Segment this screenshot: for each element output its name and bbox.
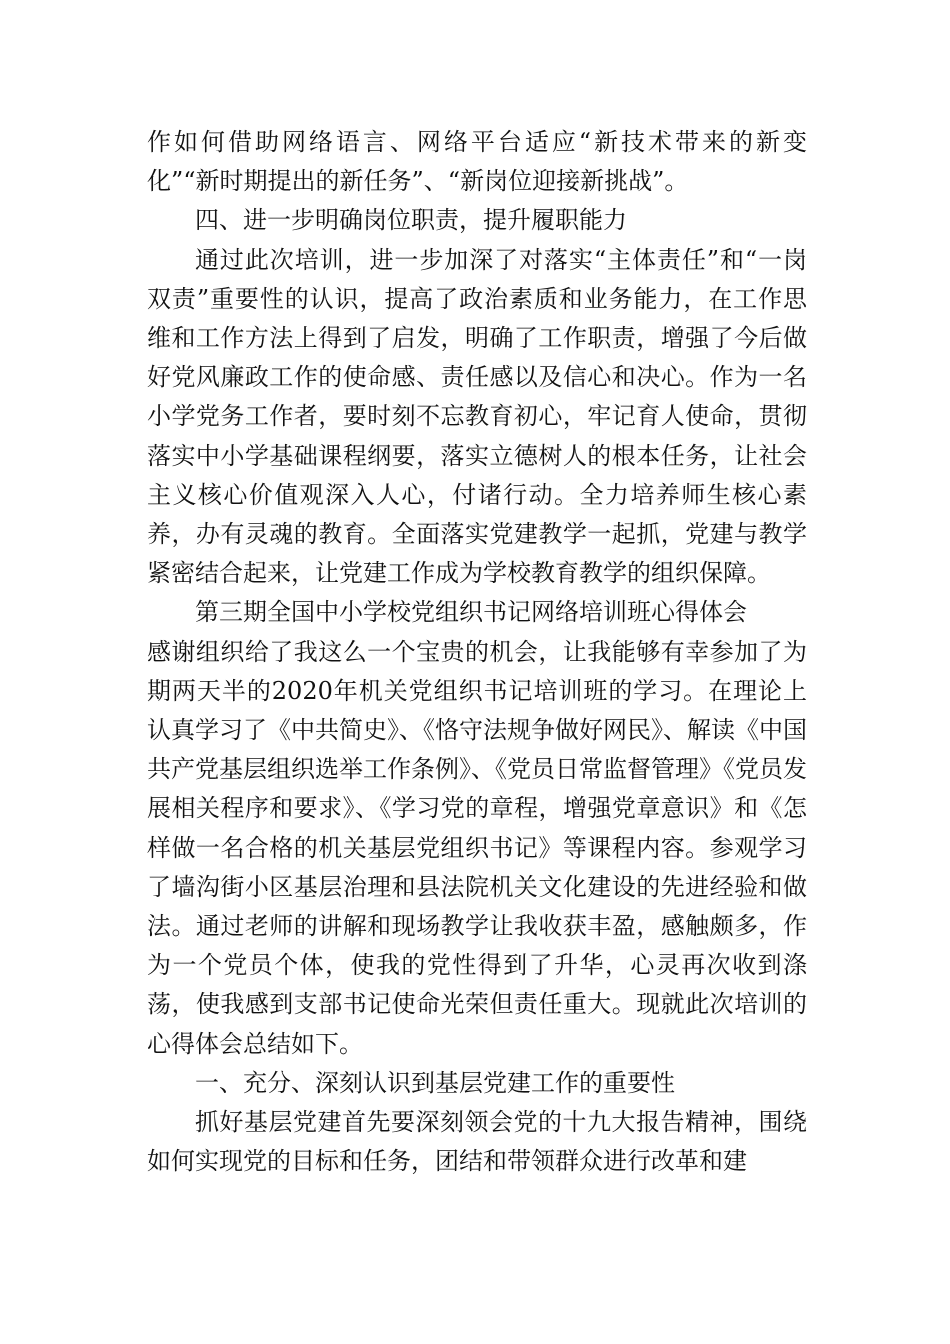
section-heading-4: 四、进一步明确岗位职责，提升履职能力	[195, 206, 627, 235]
body-paragraph: 通过此次培训，进一步加深了对落实“主体责任”和“一岗双责”重要性的认识，提高了政治素质和业务能力，在工作思维和工作方法上得到了启发，明确了工作职责，增强了今后做好党风廉政工作的使命感、责任感以及信心和决心。作为一名小学党务工作者，要时刻不忘教育初心，牢记育人使命，贯彻落实中小学基础课程纲要，落实立德树人的根本任务，让社会主义核心价值观深入人心，付诸行动。全力培养师生核心素养，办有灵魂的教育。全面落实党建教学一起抓，党建与教学紧密结合起来，让党建工作成为学校教育教学的组织保障。	[147, 245, 807, 588]
body-paragraph: 抓好基层党建首先要深刻领会党的十九大报告精神，围绕如何实现党的目标和任务，团结和带领群众进行改革和建	[147, 1108, 807, 1176]
document-page	[147, 123, 807, 1181]
article-title: 第三期全国中小学校党组织书记网络培训班心得体会	[195, 598, 747, 627]
body-paragraph: 感谢组织给了我这么一个宝贵的机会，让我能够有幸参加了为期两天半的2020年机关党组织书记培训班的学习。在理论上认真学习了《中共简史》、《恪守法规争做好网民》、解读《中国共产党基层组织选举工作条例》、《党员日常监督管理》《党员发展相关程序和要求》、《学习党的章程，增强党章意识》和《怎样做一名合格的机关基层党组织书记》等课程内容。参观学习了墙沟街小区基层治理和县法院机关文化建设的先进经验和做法。通过老师的讲解和现场教学让我收获丰盈，感触颇多，作为一个党员个体，使我的党性得到了升华，心灵再次收到涤荡，使我感到支部书记使命光荣但责任重大。现就此次培训的心得体会总结如下。	[147, 637, 807, 1058]
section-heading-1: 一、充分、深刻认识到基层党建工作的重要性	[195, 1068, 675, 1097]
body-paragraph: 作如何借助网络语言、网络平台适应“新技术带来的新变化”“新时期提出的新任务”、“新岗位迎接新挑战”。	[147, 128, 807, 196]
